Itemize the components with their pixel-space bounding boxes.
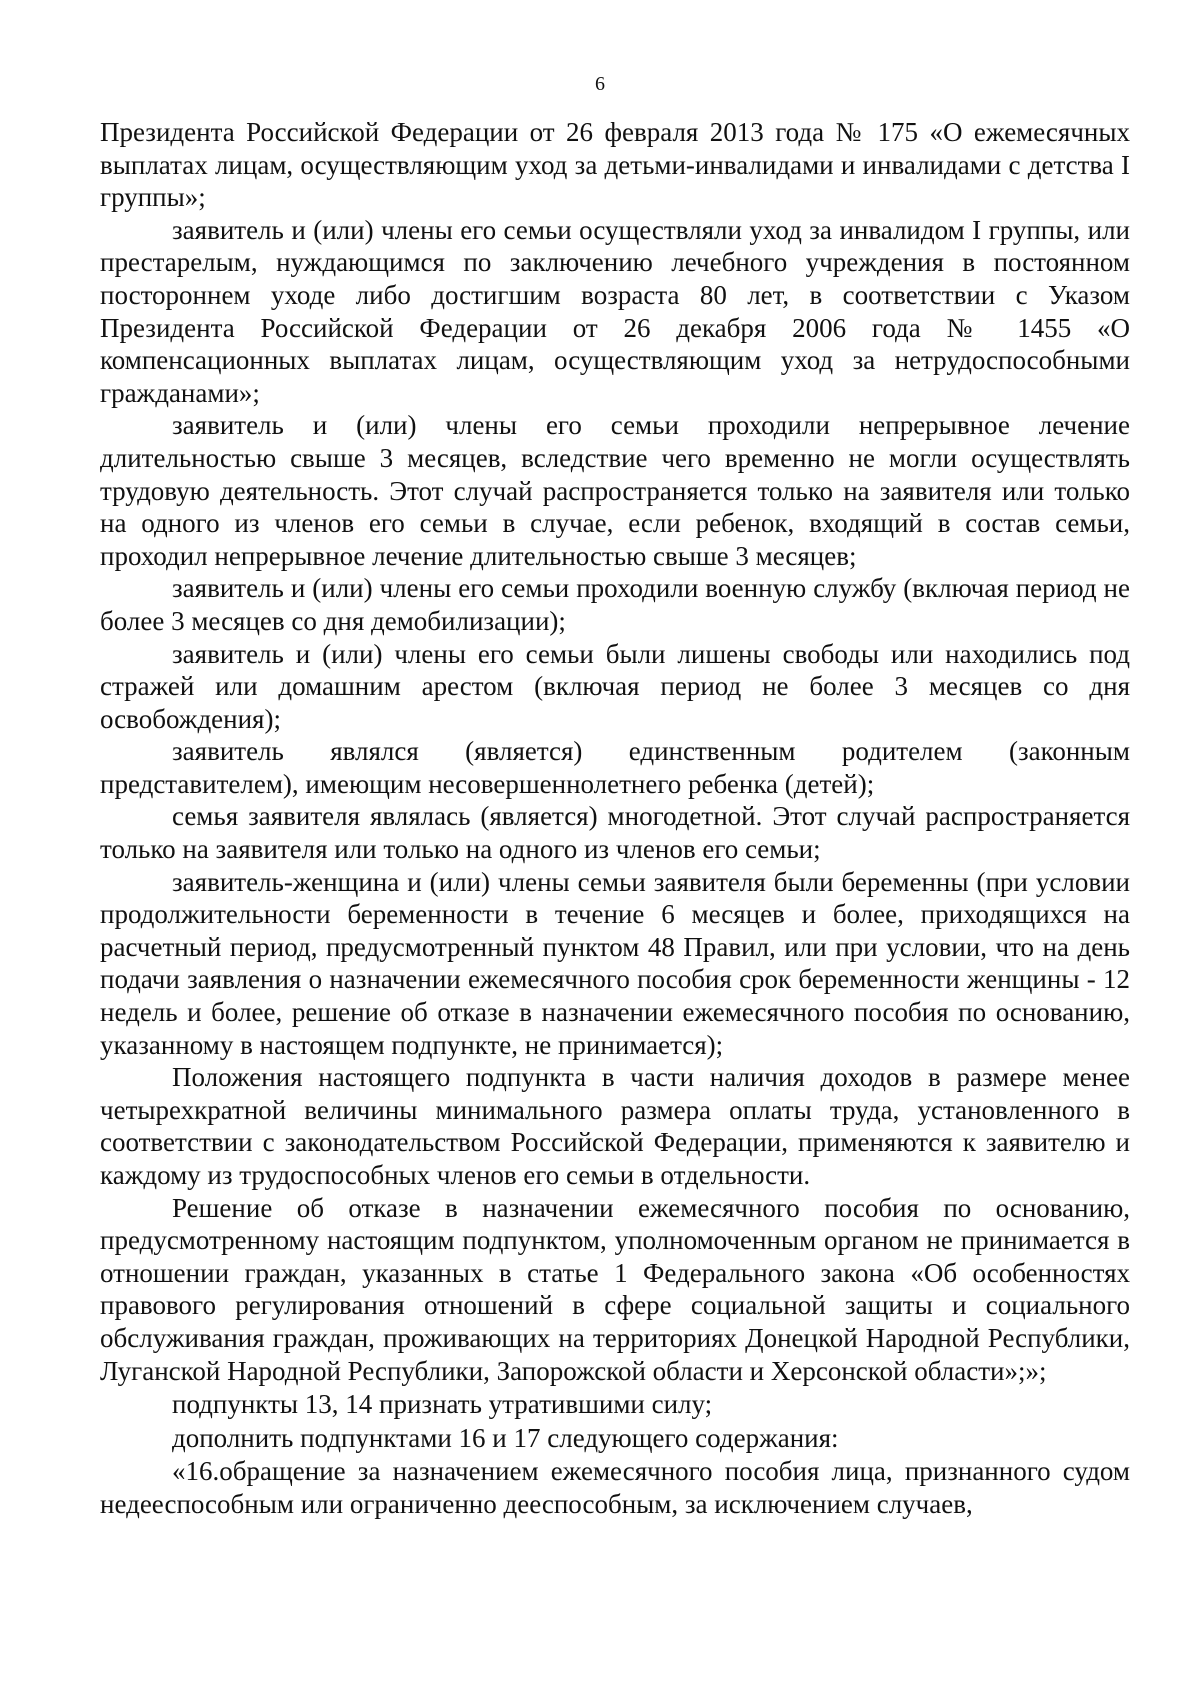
paragraph-large-family: семья заявителя являлась (является) многодетной. Этот случай распространяется только на заявителя или только на одного из членов его семьи; — [100, 801, 1130, 865]
paragraph-continuation: Президента Российской Федерации от 26 февраля 2013 года № 175 «О ежемесячных выплатах лицам, осуществляющим уход за детьми-инвалидами и инвалидами с детства I группы»; — [100, 117, 1130, 213]
paragraph-continuous-treatment: заявитель и (или) члены его семьи проходили непрерывное лечение длительностью свыше 3 месяцев, вследствие чего временно не могли осуществлять трудовую деятельность. Этот случай распространяется только на заявителя или только на одного из членов его семьи в случае, если ребенок, входящий в состав семьи, проходил непрерывное лечение длительностью свыше 3 месяцев; — [100, 410, 1130, 571]
paragraph-pregnancy: заявитель-женщина и (или) члены семьи заявителя были беременны (при условии продолжительности беременности в течение 6 месяцев и более, приходящихся на расчетный период, предусмотренный пунктом 48 Правил, или при условии, что на день подачи заявления о назначении ежемесячного пособия срок беременности женщины - 12 недель и более, решение об отказе в назначении ежемесячного пособия по основанию, указанному в настоящем подпункте, не принимается); — [100, 866, 1130, 1060]
paragraph-income-provisions: Положения настоящего подпункта в части наличия доходов в размере менее четырехкратной величины минимального размера оплаты труда, установленного в соответствии с законодательством Российской Федерации, применяются к заявителю и каждому из трудоспособных членов его семьи в отдельности. — [100, 1062, 1130, 1190]
paragraph-refusal-decision: Решение об отказе в назначении ежемесячного пособия по основанию, предусмотренному настоящим подпунктом, уполномоченным органом не принимается в отношении граждан, указанных в статье 1 Федерального закона «Об особенностях правового регулирования отношений в сфере социальной защиты и социального обслуживания граждан, проживающих на территориях Донецкой Народной Республики, Луганской Народной Республики, Запорожской области и Херсонской области»;»; — [100, 1192, 1130, 1386]
page-number: 6 — [595, 73, 605, 95]
paragraph-imprisonment: заявитель и (или) члены его семьи были лишены свободы или находились под стражей или домашним арестом (включая период не более 3 месяцев со дня освобождения); — [100, 638, 1130, 734]
paragraph-subpoint-16: «16.обращение за назначением ежемесячного пособия лица, признанного судом недееспособным или ограниченно дееспособным, за исключением случаев, — [100, 1456, 1130, 1519]
document-body — [100, 116, 1130, 1521]
paragraph-care-for-disabled: заявитель и (или) члены его семьи осуществляли уход за инвалидом I группы, или престарелым, нуждающимся по заключению лечебного учреждения в постоянном постороннем уходе либо достигшим возраста 80 лет, в соответствии с Указом Президента Российской Федерации от 26 декабря 2006 года № 1455 «О компенсационных выплатах лицам, осуществляющим уход за нетрудоспособными гражданами»; — [100, 214, 1130, 408]
paragraph-military-service: заявитель и (или) члены его семьи проходили военную службу (включая период не более 3 месяцев со дня демобилизации); — [100, 573, 1130, 636]
paragraph-subpoints-repealed: подпункты 13, 14 признать утратившими силу; — [172, 1389, 713, 1420]
paragraph-add-subpoints: дополнить подпунктами 16 и 17 следующего содержания: — [172, 1422, 839, 1453]
paragraph-single-parent: заявитель являлся (является) единственным родителем (законным представителем), имеющим несовершеннолетнего ребенка (детей); — [100, 736, 1130, 799]
